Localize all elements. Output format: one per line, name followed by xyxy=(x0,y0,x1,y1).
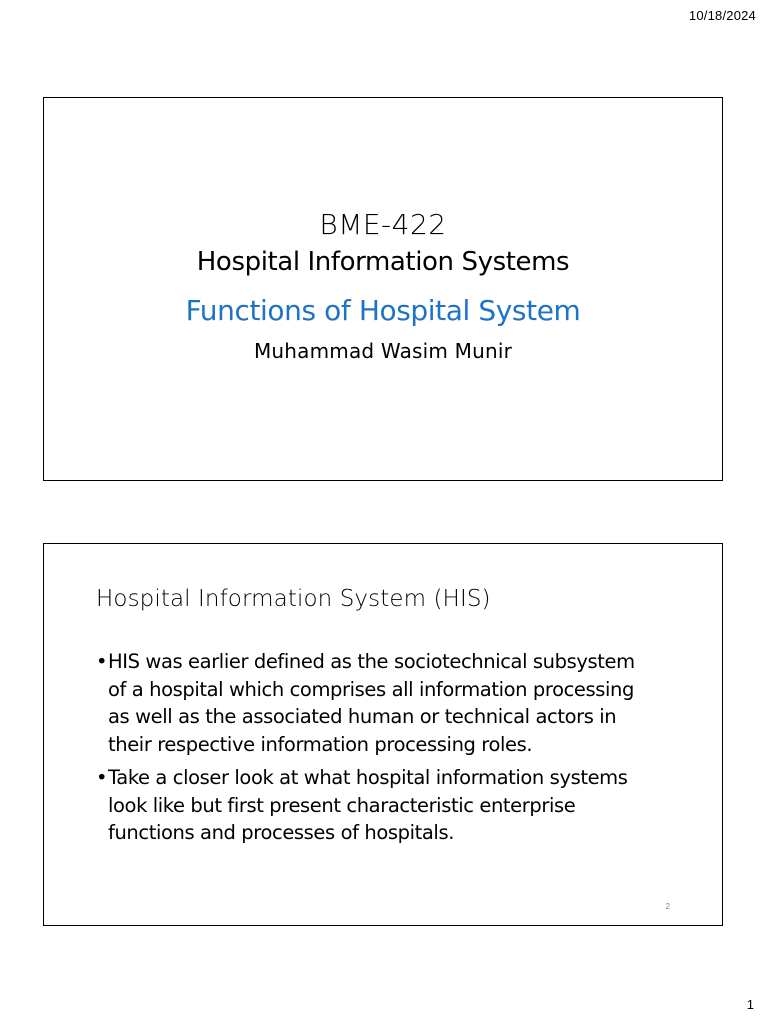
slide-heading: Hospital Information System (HIS) xyxy=(96,586,491,612)
bullet-text: Take a closer look at what hospital information systems look like but first present characteristic enterprise functions and processes of hospitals. xyxy=(108,766,628,844)
bullet-icon: • xyxy=(96,766,108,789)
course-code: BME-422 xyxy=(319,208,447,241)
title-block xyxy=(44,208,722,364)
page-number: 1 xyxy=(746,997,754,1012)
lecture-title: Functions of Hospital System xyxy=(185,294,581,327)
content-slide xyxy=(43,543,723,926)
page-date: 10/18/2024 xyxy=(688,8,756,23)
author-name: Muhammad Wasim Munir xyxy=(253,339,513,363)
bullet-list xyxy=(96,648,656,853)
title-slide xyxy=(43,97,723,481)
bullet-item xyxy=(96,648,656,758)
bullet-text: HIS was earlier defined as the sociotechnical subsystem of a hospital which comprises all information processing as well as the associated human or technical actors in their respective information processing roles. xyxy=(108,650,635,756)
bullet-item xyxy=(96,764,656,847)
course-title: Hospital Information Systems xyxy=(196,247,570,277)
slide-number: 2 xyxy=(665,902,670,911)
bullet-icon: • xyxy=(96,650,108,673)
